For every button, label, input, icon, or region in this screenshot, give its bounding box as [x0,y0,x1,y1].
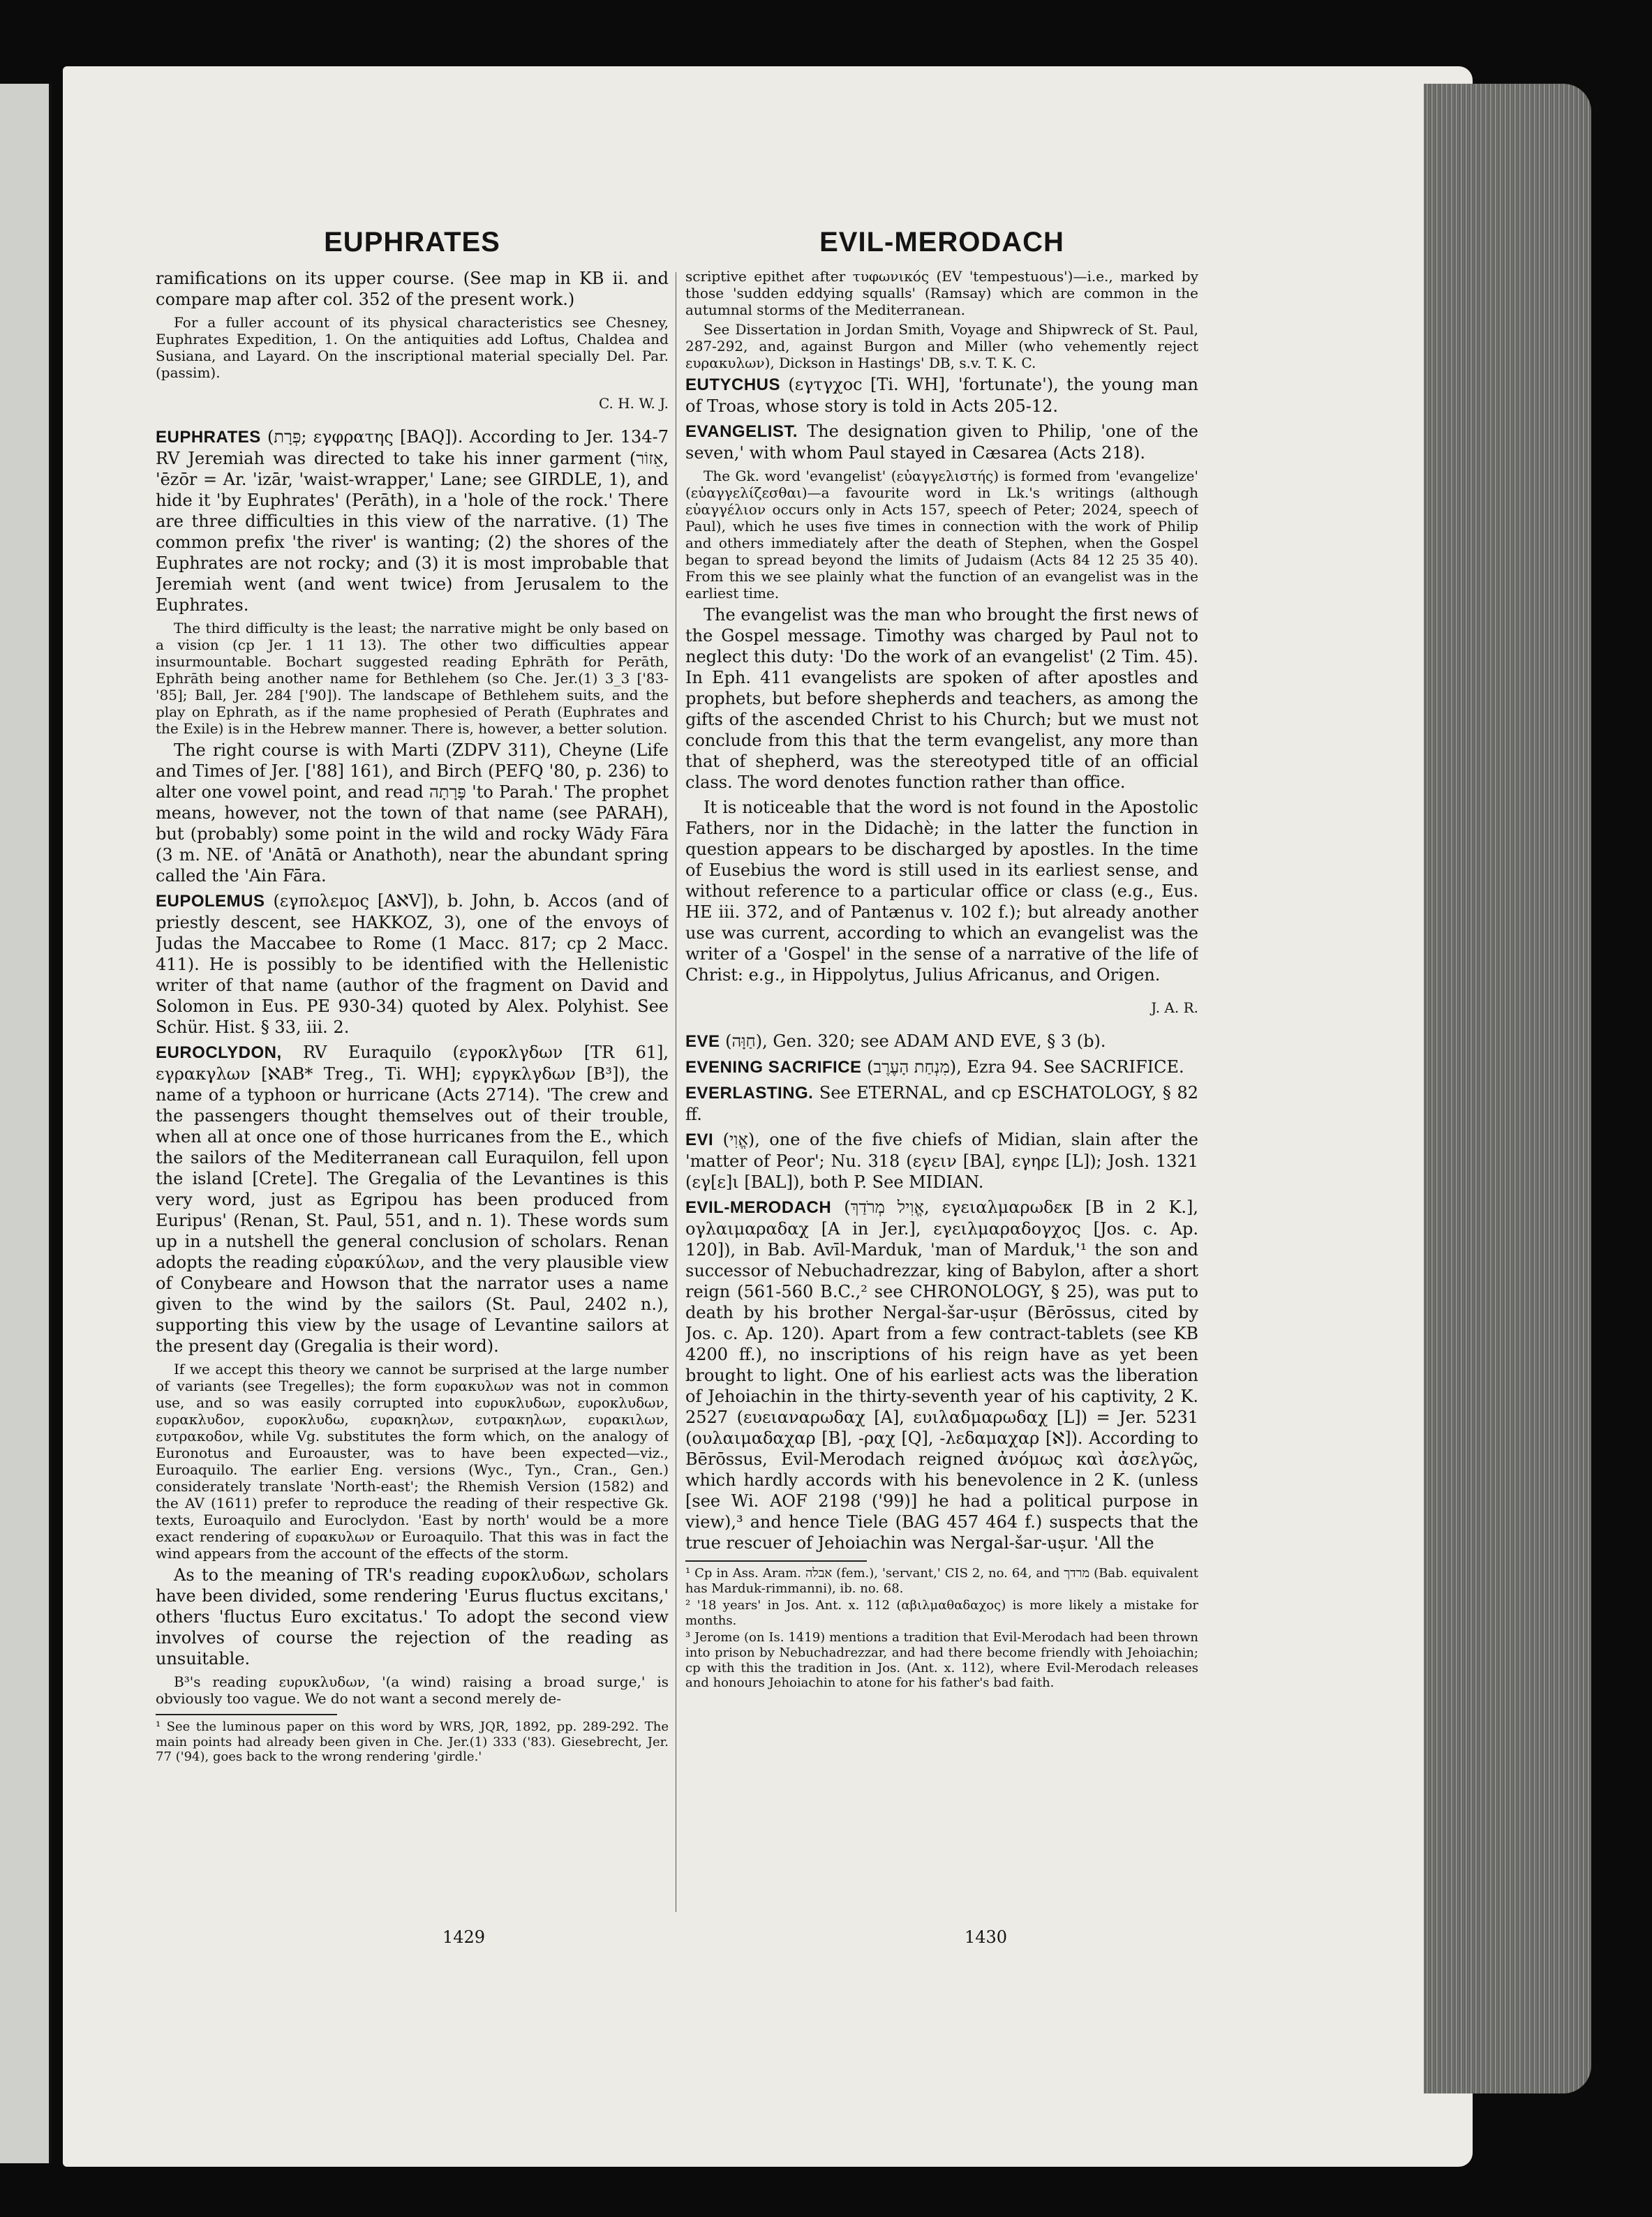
dictionary-entry [156,890,669,1038]
footnote: ³ Jerome (on Is. 1419) mentions a tradition that Evil-Merodach had been thrown into prison by Nebuchadrezzar, and had there become friendly with Jehoiachin; cp with this the tradition in Jos. (Ant. x. 112), where Evil-Merodach releases and honours Jehoiachin to atone for his father's bad faith. [685,1630,1198,1691]
entry-text: scriptive epithet after τυφωνικός (EV 'tempestuous')—i.e., marked by those 'sudden eddying squalls' (Ramsay) which are common in the autumnal storms of the Mediterranean. [685,268,1198,318]
right-column [685,225,1198,2095]
paragraph [156,1361,669,1562]
right-column-body [685,268,1198,1691]
paragraph [156,620,669,737]
entry-text: (אֱוִי), one of the five chiefs of Midian, slain after the 'matter of Peor'; Nu. 318 (εγειν [BA], εγηρε [L]); Josh. 1321 (εγ[ε]ι [BAL]), both P. See MIDIAN. [685,1130,1198,1192]
headword: EUTYCHUS [685,375,781,394]
dictionary-entry [685,1082,1198,1125]
entry-text: (פְּרָת; εγφρατης [BAQ]). According to Jer. 134-7 RV Jeremiah was directed to take his inner garment (אֵזוֹר, 'ēzōr = Ar. 'izār, 'waist-wrapper,' Lane; see GIRDLE, 1), and hide it 'by Euphrates' (Perāth), in a 'hole of the rock.' There are three difficulties in this view of the narrative. (1) The common prefix 'the river' is wanting; (2) the shores of the Euphrates are not rocky; and (3) it is most improbable that Jeremiah went (and went twice) from Jerusalem to the Euphrates. [156,427,669,615]
headword: EVIL-MERODACH [685,1198,832,1217]
footnote: ¹ See the luminous paper on this word by WRS, JQR, 1892, pp. 289-292. The main points had already been given in Che. Jer.(1) 333 ('83). Giesebrecht, Jer. 77 ('94), goes back to the wrong rendering 'girdle.' [156,1719,669,1765]
entry-text: The designation given to Philip, 'one of the seven,' with whom Paul stayed in Cæsarea (Acts 218). [685,421,1198,463]
paragraph [156,1565,669,1669]
left-column [156,225,669,2095]
entry-text: As to the meaning of TR's reading ευροκλυδων, scholars have been divided, some rendering 'Eurus fluctus excitans,' others 'fluctus Euro excitatus.' To adopt the second view involves of course the rejection of the reading as unsuitable. [156,1565,669,1669]
entry-text: ramifications on its upper course. (See map in KB ii. and compare map after col. 352 of the present work.) [156,269,669,309]
entry-text: RV Euraquilo (εγροκλγδων [TR 61], εγρακγλων [ℵAB* Treg., Ti. WH]; εγργκλγδων [B³]), the name of a typhoon or hurricane (Acts 2714). 'The crew and the passengers thought themselves out of their trouble, when all at once one of those hurricanes from the E., which the sailors of the Mediterranean call Euraquilon, fell upon the island [Crete]. The Gregalia of the Levantines is this very word, just as Egripou has been produced from Euripus' (Renan, St. Paul, 551, and n. 1). These words sum up in a nutshell the general conclusion of scholars. Renan adopts the reading εὐρακύλων, and the very plausible view of Conybeare and Howson that the narrator uses a name given to the wind by the sailors (St. Paul, 2402 n.), supporting this view by the usage of Levantine sailors at the present day (Gregalia is their word). [156,1043,669,1356]
paragraph [156,268,669,310]
dictionary-entry [685,1031,1198,1052]
footnote: ² '18 years' in Jos. Ant. x. 112 (αβιλμαθαδαχος) is more likely a mistake for months. [685,1598,1198,1628]
headword: EUPHRATES [156,428,261,447]
paragraph [156,1673,669,1707]
dictionary-entry [685,1197,1198,1553]
entry-text: (εγπολεμος [AℵV]), b. John, b. Accos (and of priestly descent, see HAKKOZ, 3), one of the envoys of Judas the Maccabee to Rome (1 Macc. 817; cp 2 Macc. 411). He is possibly to be identified with the Hellenistic writer of that name (author of the fragment on David and Solomon in Eus. PE 930-34) quoted by Alex. Polyhist. See Schür. Hist. § 33, iii. 2. [156,891,669,1037]
headword: EVANGELIST. [685,422,798,441]
entry-text: The third difficulty is the least; the narrative might be only based on a vision (cp Jer. 1 11 13). The other two difficulties appear insurmountable. Bochart suggested reading Ephrāth for Perāth, Ephrāth being another name for Bethlehem (so Che. Jer.(1) 3_3 ['83-'85]; Ball, Jer. 284 ['90]). The landscape of Bethlehem suits, and the play on Ephrath, as if the name prophesied of Perath (Euphrates and the Exile) is in the Hebrew manner. There is, however, a better solution. [156,620,669,737]
footnote-rule [156,1714,337,1715]
paragraph [685,268,1198,318]
dictionary-entry [156,1042,669,1357]
entry-text: C. H. W. J. [598,395,669,412]
entry-text: (εγτγχοc [Ti. WH], 'fortunate'), the young man of Troas, whose story is told in Acts 205-12. [685,375,1198,416]
headword: EUROCLYDON, [156,1043,282,1062]
entry-text: If we accept this theory we cannot be surprised at the large number of variants (see Tregelles); the form ευρακυλων was not in common use, and so was easily corrupted into ευρυκλυδων, ευροκλυδων, ευρακλυδον, ευροκλυδω, ευρακηλων, ευτρακηλων, ευρακιλων, ευτρακοδον, while Vg. substitutes the form which, on the analogy of Euronotus and Euroauster, was to have been expected—viz., Euroaquilo. The earlier Eng. versions (Wyc., Tyn., Cran., Gen.) considerately translate 'North-east'; the Rhemish Version (1582) and the AV (1611) prefer to reproduce the reading of their respective Gk. texts, Euroaquilo and Euroclydon. 'East by north' would be a more exact rendering of ευρακυλων or Euroaquilo. That this was in fact the wind appears from the account of the effects of the storm. [156,1361,669,1562]
entry-text: (אֱוִיל מְרֹדַךְ, εγειαλμαρωδεκ [B in 2 K.], ογλαιμαραδαχ [A in Jer.], εγειλμαραδογχος [Jos. c. Ap. 120]), in Bab. Avīl-Marduk, 'man of Marduk,'¹ the son and successor of Nebuchadrezzar, king of Babylon, after a short reign (561-560 B.C.,² see CHRONOLOGY, § 25), was put to death by his brother Nergal-šar-uṣur (Bērōssus, cited by Jos. c. Ap. 120). Apart from a few contract-tablets (see KB 4200 ff.), no inscriptions of his reign have as yet been brought to light. One of his earliest acts was the liberation of Jehoiachin in the thirty-seventh year of his captivity, 2 K. 2527 (ευειαναρωδαχ [A], ευιλαδμαρωδαχ [L]) = Jer. 5231 (ουλαιμαδαχαρ [B], -ραχ [Q], -λεδαμαχαρ [ℵ]). According to Bērōssus, Evil-Merodach reigned ἀνόμως καὶ ἀσελγῶς, which hardly accords with his benevolence in 2 K. (unless [see Wi. AOF 2198 ('99)] he had a political purpose in view),³ and hence Tiele (BAG 457 464 f.) suspects that the true rescuer of Jehoiachin was Nergal-šar-uṣur. 'All the [685,1197,1198,1553]
dictionary-entry [685,1057,1198,1078]
entry-text: For a fuller account of its physical characteristics see Chesney, Euphrates Expedition, 1. On the antiquities add Loftus, Chaldea and Susiana, and Layard. On the inscriptional material specially Del. Par. (passim). [156,314,669,381]
paragraph [685,321,1198,371]
entry-text: The right course is with Marti (ZDPV 311), Cheyne (Life and Times of Jer. ['88] 161), and Birch (PEFQ '80, p. 236) to alter one vowel point, and read פָּרָתָה 'to Parah.' The prophet means, however, not the town of that name (see PARAH), but (probably) some point in the wild and rocky Wādy Fāra (3 m. NE. of 'Anātā or Anathoth), near the abundant spring called the 'Ain Fāra. [156,740,669,886]
dictionary-entry [685,421,1198,463]
entry-text: B³'s reading ευρυκλυδων, '(a wind) raising a broad surge,' is obviously too vague. We do not want a second merely de- [156,1673,669,1707]
paragraph [685,468,1198,602]
entry-text: See Dissertation in Jordan Smith, Voyage and Shipwreck of St. Paul, 287-292, and, against Burgon and Miller (who vehemently reject ευρακυλων), Dickson in Hastings' DB, s.v. T. K. C. [685,321,1198,371]
running-head-left: EUPHRATES [324,227,500,257]
book-page-edges [1424,84,1591,2093]
footnote-rule [685,1560,867,1562]
headword: EVERLASTING. [685,1084,814,1103]
headword: EUPOLEMUS [156,892,265,911]
running-head-right: EVIL-MERODACH [819,227,1064,257]
entry-text: (חַוָּה), Gen. 320; see ADAM AND EVE, § 3 (b). [725,1031,1106,1051]
entry-text: (מִנְחַת הָעֶרֶב), Ezra 94. See SACRIFICE. [867,1057,1184,1077]
dictionary-entry [685,374,1198,417]
paragraph [685,604,1198,793]
footnote: ¹ Cp in Ass. Aram. אבלה (fem.), 'servant,' CIS 2, no. 64, and מרדך (Bab. equivalent has Marduk-rimmanni), ib. no. 68. [685,1566,1198,1596]
paragraph [685,797,1198,985]
entry-text: See ETERNAL, and cp ESCHATOLOGY, § 82 ff. [685,1083,1198,1124]
headword: EVE [685,1032,720,1051]
page-number-left: 1429 [442,1927,486,1947]
paragraph [156,740,669,886]
dictionary-entry [685,1129,1198,1193]
left-column-body [156,268,669,1765]
paragraph [685,999,1198,1017]
headword: EVI [685,1130,714,1149]
entry-text: J. A. R. [1151,999,1198,1016]
entry-text: The Gk. word 'evangelist' (εὐαγγελιστής) is formed from 'evangelize' (εὐαγγελίζεσθαι)—a favourite word in Lk.'s writings (although εὐαγγέλιον occurs only in Acts 157, speech of Peter; 2024, speech of Paul), which he uses five times in connection with the work of Philip and others immediately after the death of Stephen, when the Gospel began to spread beyond the limits of Judaism (Acts 84 12 25 35 40). From this we see plainly what the function of an evangelist was in the earliest time. [685,468,1198,602]
paragraph [156,395,669,412]
page-number-right: 1430 [965,1927,1008,1947]
paragraph [156,314,669,381]
entry-text: The evangelist was the man who brought the first news of the Gospel message. Timothy was charged by Paul not to neglect this duty: 'Do the work of an evangelist' (2 Tim. 45). In Eph. 411 evangelists are spoken of after apostles and prophets, but before shepherds and teachers, as among the gifts of the ascended Christ to his Church; but we must not conclude from this that the term evangelist, any more than that of shepherd, was the stereotyped title of an official class. The word denotes function rather than office. [685,605,1198,792]
headword: EVENING SACRIFICE [685,1058,862,1077]
entry-text: It is noticeable that the word is not found in the Apostolic Fathers, nor in the Didachè; in the latter the function in question appears to be discharged by apostles. In the time of Eusebius the word is still used in its earliest sense, and without reference to a particular office or class (e.g., Eus. HE iii. 372, and of Pantænus v. 102 f.); but already another use was current, according to which an evangelist was the writer of a 'Gospel' in the sense of a narrative of the life of Christ: e.g., in Hippolytus, Julius Africanus, and Origen. [685,798,1198,985]
dictionary-entry [156,426,669,615]
previous-page-edge [0,84,52,2163]
